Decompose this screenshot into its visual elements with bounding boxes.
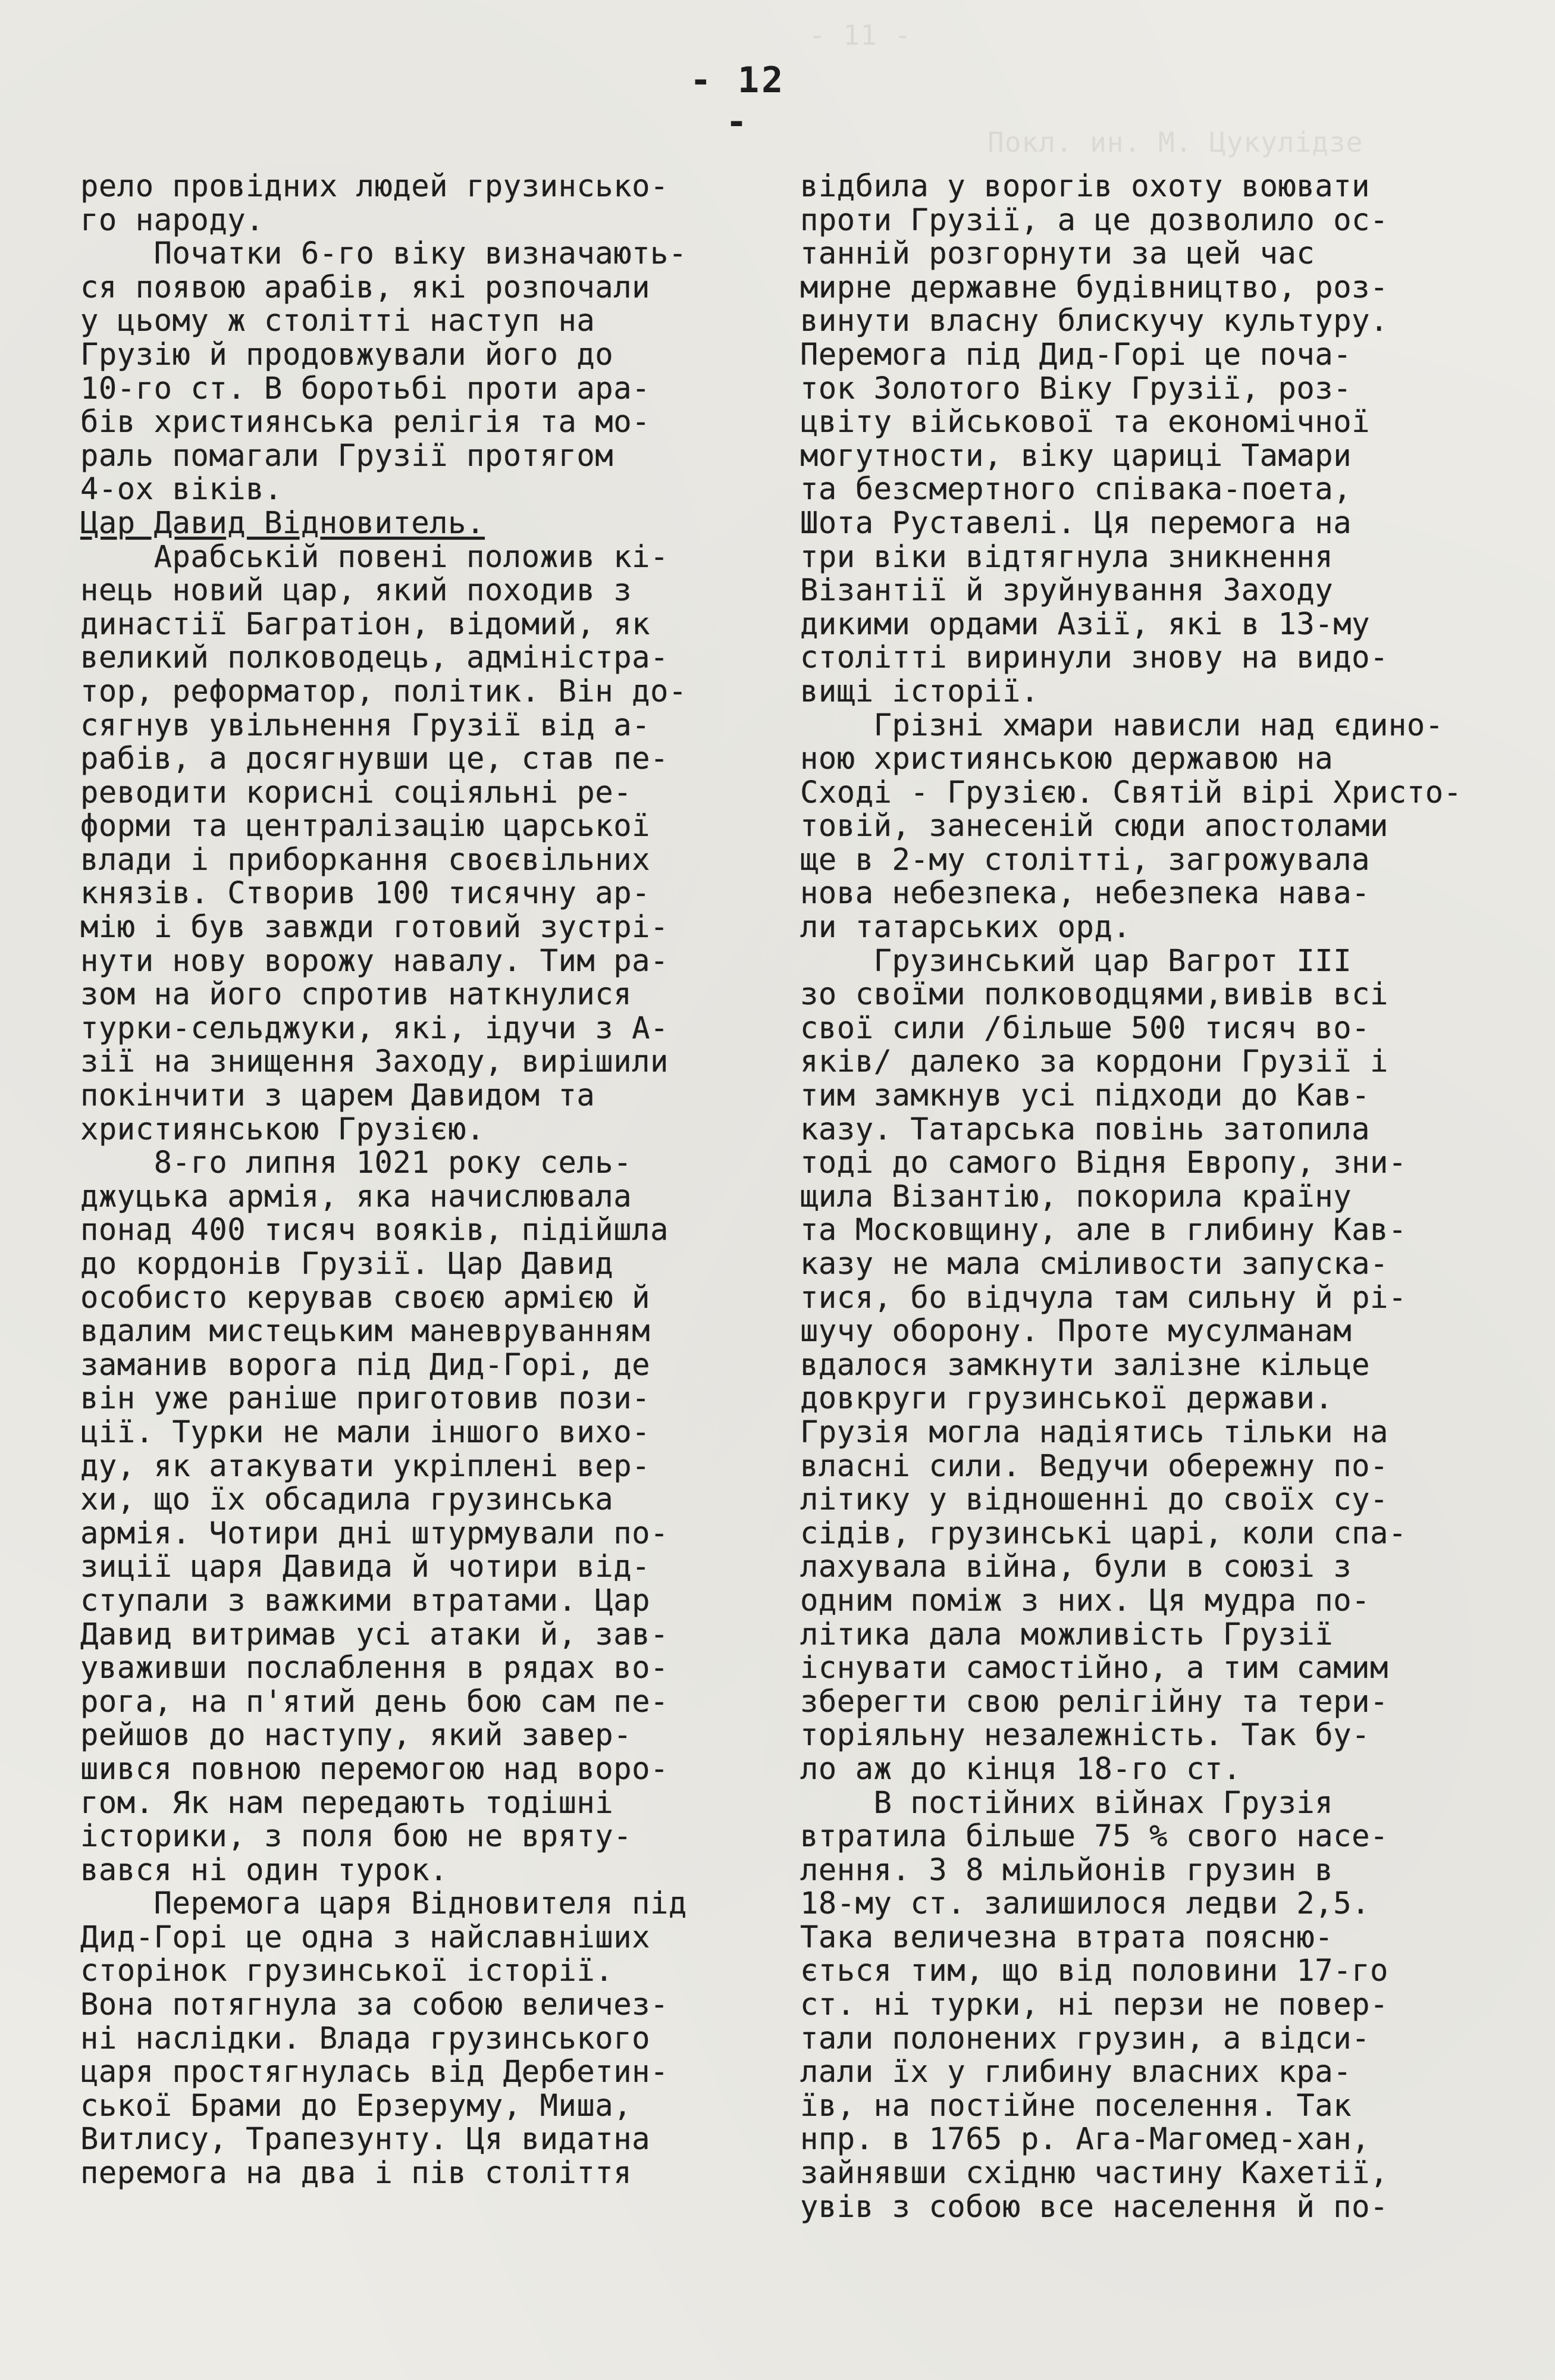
text-line: тим замкнув усі підходи до Кав- bbox=[800, 1078, 1371, 1113]
text-line: Витлису, Трапезунту. Ця видатна bbox=[80, 2121, 651, 2157]
text-line: Сході - Грузією. Святій вірі Христо- bbox=[800, 774, 1462, 810]
text-line: шився повною перемогою над воро- bbox=[80, 1750, 669, 1786]
text-line: Арабській повені положив кі- bbox=[80, 538, 669, 574]
text-line: до кордонів Грузії. Цар Давид bbox=[80, 1246, 614, 1281]
text-line: винути власну блискучу культуру. bbox=[800, 303, 1388, 339]
text-line: Така величезна втрата поясню- bbox=[800, 1919, 1334, 1955]
text-line: 8-го липня 1021 року сель- bbox=[80, 1145, 632, 1180]
text-line: їв, на постійне поселення. Так bbox=[800, 2087, 1352, 2123]
text-line: та безсмертного співака-поета, bbox=[800, 471, 1352, 507]
text-line: вищі історії. bbox=[800, 673, 1039, 709]
text-line: увів з собою все населення й по- bbox=[800, 2188, 1388, 2224]
text-line: ною християнською державою на bbox=[800, 741, 1334, 776]
page-number: - 12 - bbox=[689, 60, 786, 143]
text-line: сідів, грузинські царі, коли спа- bbox=[800, 1515, 1407, 1551]
text-line: Давид витримав усі атаки й, зав- bbox=[80, 1616, 669, 1652]
text-line: сторінок грузинської історії. bbox=[80, 1953, 614, 1988]
text-line: ступали з важкими втратами. Цар bbox=[80, 1582, 651, 1618]
text-line: джуцька армія, яка начислювала bbox=[80, 1178, 632, 1214]
text-line: династії Багратіон, відомий, як bbox=[80, 606, 651, 641]
text-line: Перемога під Дид-Горі це поча- bbox=[800, 336, 1352, 372]
text-line: нпр. в 1765 р. Ага-Магомед-хан, bbox=[800, 2121, 1371, 2157]
text-line: ду, як атакувати укріплені вер- bbox=[80, 1448, 651, 1483]
text-line: нець новий цар, який походив з bbox=[80, 572, 632, 608]
text-line: ся появою арабів, які розпочали bbox=[80, 269, 651, 305]
text-line: зиції царя Давида й чотири від- bbox=[80, 1549, 651, 1584]
text-line: рабів, а досягнувши це, став пе- bbox=[80, 741, 669, 776]
text-line: ще в 2-му столітті, загрожувала bbox=[800, 841, 1371, 877]
text-line: існувати самостійно, а тим самим bbox=[800, 1650, 1388, 1686]
text-line: ток Золотого Віку Грузії, роз- bbox=[800, 370, 1352, 406]
text-line: раль помагали Грузії протягом bbox=[80, 437, 614, 473]
text-line: зберегти свою релігійну та тери- bbox=[800, 1683, 1388, 1719]
text-line: відбила у ворогів охоту воювати bbox=[800, 168, 1371, 203]
text-line: зом на його спротив наткнулися bbox=[80, 976, 632, 1012]
text-line: ції. Турки не мали іншого вихо- bbox=[80, 1414, 651, 1449]
text-line: турки-сельджуки, які, ідучи з А- bbox=[80, 1010, 669, 1045]
text-line: він уже раніше приготовив пози- bbox=[80, 1380, 651, 1416]
text-line: перемога на два і пів століття bbox=[80, 2155, 632, 2191]
text-line: столітті виринули знову на видо- bbox=[800, 640, 1388, 675]
text-line: довкруги грузинської держави. bbox=[800, 1380, 1334, 1416]
text-line: Візантії й зруйнування Заходу bbox=[800, 572, 1334, 608]
bleed-through-page-mark: - 11 - bbox=[809, 19, 912, 51]
right-text-column bbox=[800, 170, 1490, 2224]
text-line: шучу оборону. Проте мусулманам bbox=[800, 1313, 1352, 1349]
text-line: цвіту військової та економічної bbox=[800, 404, 1371, 440]
text-line: заманив ворога під Дид-Горі, де bbox=[80, 1346, 651, 1382]
text-line: у цьому ж столітті наступ на bbox=[80, 303, 595, 339]
text-line: реводити корисні соціяльні ре- bbox=[80, 774, 632, 810]
text-line: зії на знищення Заходу, вирішили bbox=[80, 1044, 669, 1079]
text-line: армія. Чотири дні штурмували по- bbox=[80, 1515, 669, 1551]
text-line: ської Брами до Ерзеруму, Миша, bbox=[80, 2087, 632, 2123]
text-line: Вона потягнула за собою величез- bbox=[80, 1987, 669, 2022]
text-line: Грузію й продовжували його до bbox=[80, 336, 614, 372]
text-line: 4-ох віків. bbox=[80, 471, 283, 507]
text-line: літику у відношенні до своїх су- bbox=[800, 1482, 1388, 1517]
text-line: Грузинський цар Вагрот III bbox=[800, 942, 1352, 978]
text-line: товій, занесеній сюди апостолами bbox=[800, 808, 1388, 844]
text-line: нова небезпека, небезпека нава- bbox=[800, 875, 1371, 911]
text-line: Дид-Горі це одна з найславніших bbox=[80, 1919, 651, 1955]
text-line: християнською Грузією. bbox=[80, 1111, 485, 1147]
text-line: історики, з поля бою не вряту- bbox=[80, 1818, 632, 1854]
text-line: ли татарських орд. bbox=[800, 909, 1131, 945]
bleed-through-caption: Покл. ин. М. Цукулідзе bbox=[987, 126, 1363, 158]
text-line: Початки 6-го віку визначають- bbox=[80, 236, 687, 271]
text-line: вдалим мистецьким маневруванням bbox=[80, 1313, 651, 1349]
text-line: ні наслідки. Влада грузинського bbox=[80, 2020, 651, 2056]
text-line: могутности, віку цариці Тамари bbox=[800, 437, 1352, 473]
text-line: гом. Як нам передають тодішні bbox=[80, 1784, 614, 1820]
text-line: власні сили. Ведучи обережну по- bbox=[800, 1448, 1388, 1483]
text-line: Грузія могла надіятись тільки на bbox=[800, 1414, 1388, 1449]
text-line: та Московщину, але в глибину Кав- bbox=[800, 1212, 1407, 1248]
text-line: свої сили /більше 500 тисяч во- bbox=[800, 1010, 1371, 1045]
text-line: літика дала можливість Грузії bbox=[800, 1616, 1334, 1652]
text-line: тали полонених грузин, а відси- bbox=[800, 2020, 1371, 2056]
text-line: ло аж до кінця 18-го ст. bbox=[800, 1750, 1242, 1786]
left-text-column bbox=[80, 170, 764, 2190]
text-line: рело провідних людей грузинсько- bbox=[80, 168, 669, 203]
text-line: го народу. bbox=[80, 202, 265, 237]
text-line: дикими ордами Азії, які в 13-му bbox=[800, 606, 1371, 641]
text-line: тоді до самого Відня Европу, зни- bbox=[800, 1145, 1407, 1180]
text-line: ст. ні турки, ні перзи не повер- bbox=[800, 1987, 1388, 2022]
text-line: нути нову ворожу навалу. Тим ра- bbox=[80, 942, 669, 978]
text-line: уваживши послаблення в рядах во- bbox=[80, 1650, 669, 1686]
text-line: казу. Татарська повінь затопила bbox=[800, 1111, 1371, 1147]
text-line: проти Грузії, а це дозволило ос- bbox=[800, 202, 1388, 237]
text-line: рейшов до наступу, який завер- bbox=[80, 1717, 632, 1753]
text-line: щила Візантію, покорила країну bbox=[800, 1178, 1352, 1214]
text-line: мирне державне будівництво, роз- bbox=[800, 269, 1388, 305]
text-line: великий полководець, адміністра- bbox=[80, 640, 669, 675]
text-line: князів. Створив 100 тисячну ар- bbox=[80, 875, 651, 911]
text-line: Грізні хмари нависли над єдино- bbox=[800, 707, 1444, 743]
text-line: Перемога царя Відновителя під bbox=[80, 1886, 687, 1921]
text-line: рога, на п'ятий день бою сам пе- bbox=[80, 1683, 669, 1719]
text-line: влади і приборкання своєвільних bbox=[80, 841, 651, 877]
section-heading: Цар Давид Відновитель. bbox=[80, 505, 485, 540]
text-line: танній розгорнути за цей час bbox=[800, 236, 1315, 271]
text-line: В постійних війнах Грузія bbox=[800, 1784, 1334, 1820]
text-line: казу не мала сміливости запуска- bbox=[800, 1246, 1388, 1281]
text-line: 18-му ст. залишилося ледви 2,5. bbox=[800, 1886, 1371, 1921]
text-line: царя простягнулась від Дербетин- bbox=[80, 2054, 669, 2090]
text-line: торіяльну незалежність. Так бу- bbox=[800, 1717, 1371, 1753]
text-line: 10-го ст. В боротьбі проти ара- bbox=[80, 370, 651, 406]
text-line: яків/ далеко за кордони Грузії і bbox=[800, 1044, 1388, 1079]
text-line: лахувала війна, були в союзі з bbox=[800, 1549, 1352, 1584]
text-line: тися, бо відчула там сильну й рі- bbox=[800, 1279, 1407, 1315]
text-line: особисто керував своєю армією й bbox=[80, 1279, 651, 1315]
text-line: втратила більше 75 % свого насе- bbox=[800, 1818, 1388, 1854]
text-line: понад 400 тисяч вояків, підійшла bbox=[80, 1212, 669, 1248]
text-line: три віки відтягнула зникнення bbox=[800, 538, 1334, 574]
text-line: форми та централізацію царської bbox=[80, 808, 651, 844]
text-line: сягнув увільнення Грузії від а- bbox=[80, 707, 651, 743]
text-line: вдалося замкнути залізне кільце bbox=[800, 1346, 1371, 1382]
text-line: мію і був завжди готовий зустрі- bbox=[80, 909, 669, 945]
text-line: лали їх у глибину власних кра- bbox=[800, 2054, 1352, 2090]
text-line: вався ні один турок. bbox=[80, 1852, 449, 1887]
text-line: хи, що їх обсадила грузинська bbox=[80, 1482, 614, 1517]
text-line: зо своїми полководцями,вивів всі bbox=[800, 976, 1388, 1012]
text-line: ється тим, що від половини 17-го bbox=[800, 1953, 1388, 1988]
text-line: зайнявши східню частину Кахетії, bbox=[800, 2155, 1388, 2191]
text-line: покінчити з царем Давидом та bbox=[80, 1078, 595, 1113]
text-line: одним поміж з них. Ця мудра по- bbox=[800, 1582, 1371, 1618]
text-line: бів християнська релігія та мо- bbox=[80, 404, 651, 440]
text-line: тор, реформатор, політик. Він до- bbox=[80, 673, 687, 709]
text-line: Шота Руставелі. Ця перемога на bbox=[800, 505, 1352, 540]
text-line: лення. З 8 мільйонів грузин в bbox=[800, 1852, 1334, 1887]
